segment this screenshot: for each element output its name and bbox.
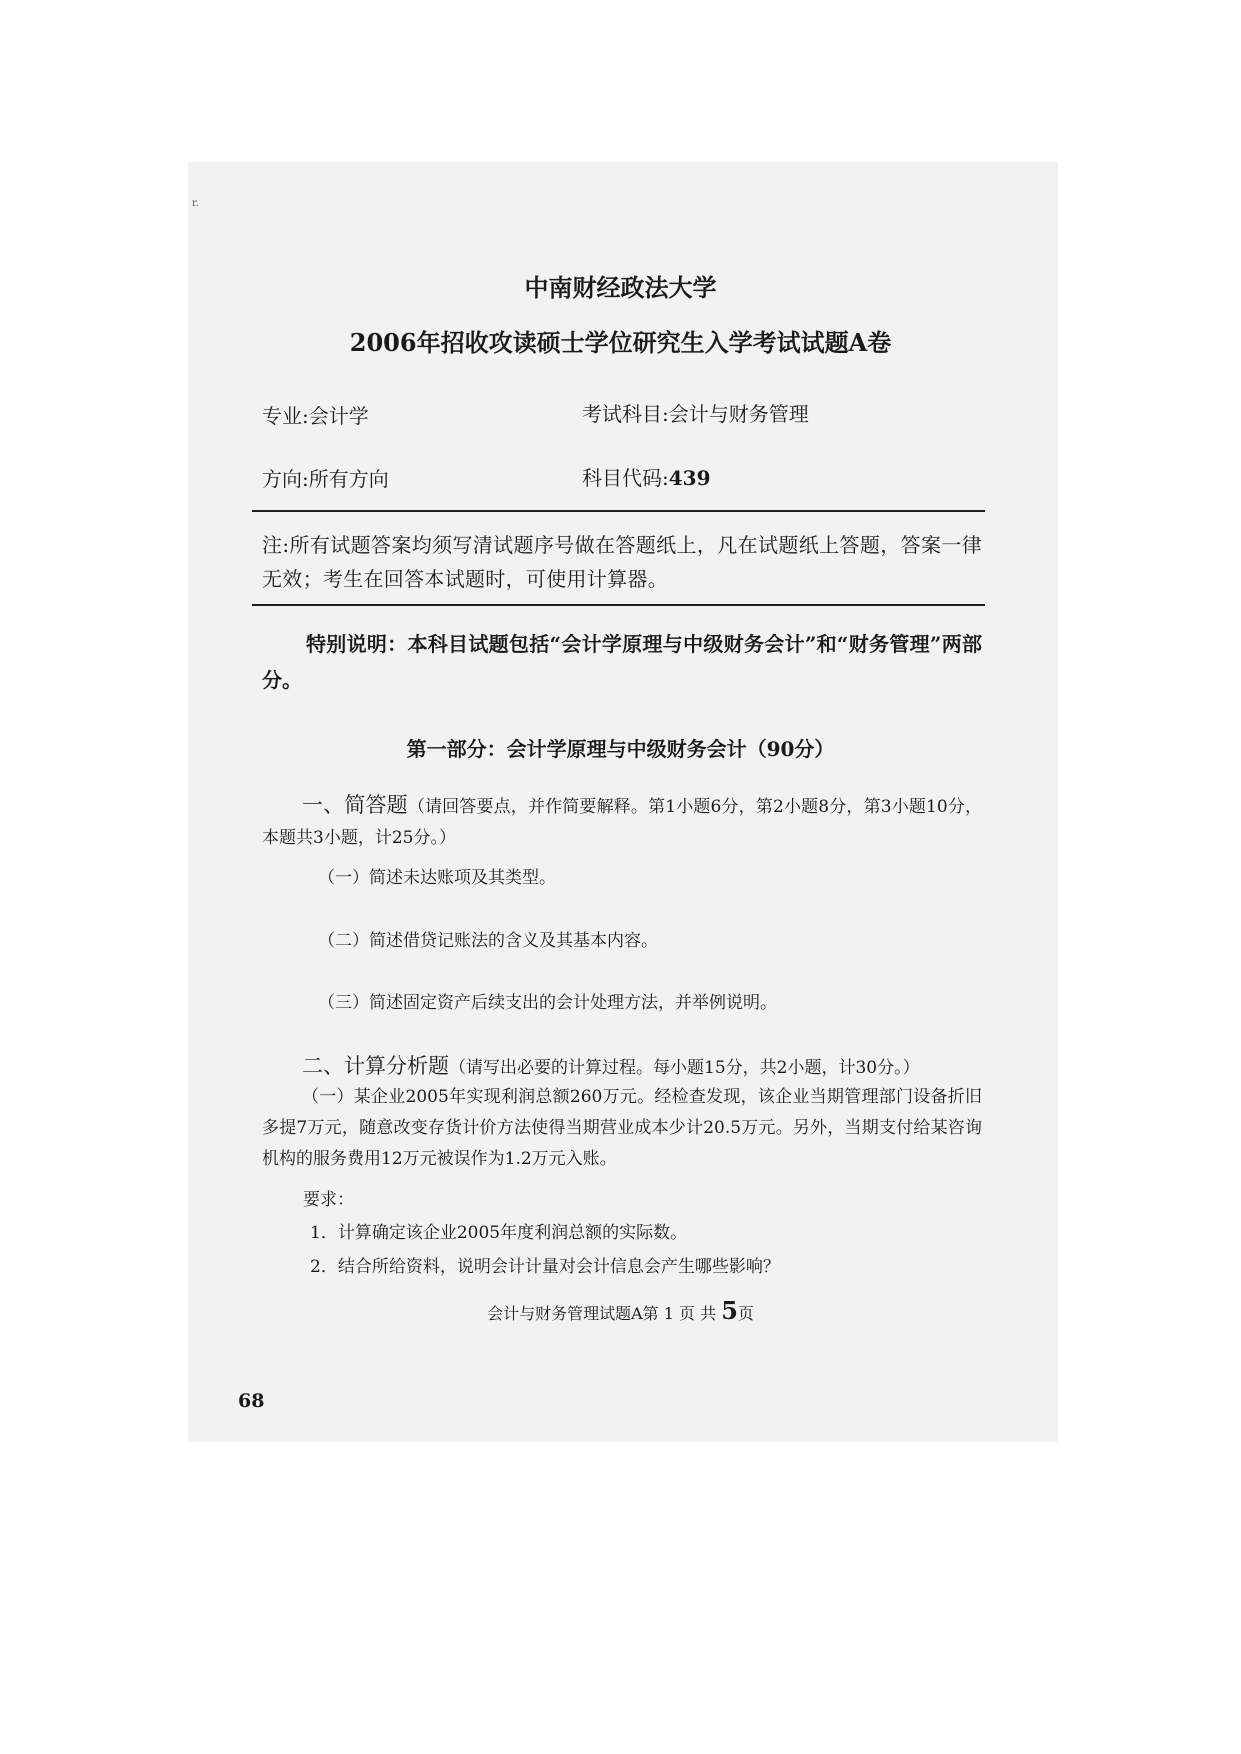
section2-header [262, 1051, 982, 1084]
question-1-3: （三）简述固定资产后续支出的会计处理方法，并举例说明。 [318, 993, 777, 1013]
footer-suffix: 页 [737, 1304, 754, 1323]
subject-value: 会计与财务管理 [668, 402, 809, 426]
subject-field [582, 398, 809, 427]
bottom-divider [252, 604, 985, 606]
requirement-2: 2．结合所给资料，说明会计计量对会计信息会产生哪些影响？ [310, 1257, 780, 1277]
section2-instruction: （请写出必要的计算过程。每小题15分，共2小题，计30分。） [449, 1058, 920, 1078]
top-divider [252, 510, 985, 512]
question-1-1: （一）简述未达账项及其类型。 [318, 868, 556, 888]
section1-header [262, 790, 982, 854]
question-1-2: （二）简述借贷记账法的含义及其基本内容。 [318, 931, 658, 951]
subject-code-field [582, 462, 711, 491]
requirements-label: 要求： [303, 1190, 354, 1210]
direction-label: 方向: [262, 467, 309, 491]
page-footer [0, 1296, 1241, 1325]
major-label: 专业: [262, 404, 309, 428]
major-field [262, 400, 369, 429]
subject-label: 考试科目: [582, 402, 669, 426]
code-value: 439 [668, 466, 711, 490]
instructions-note: 注:所有试题答案均须写清试题序号做在答题纸上，凡在试题纸上答题，答案一律无效；考生在回答本试题时，可使用计算器。 [262, 533, 982, 591]
direction-field [262, 463, 389, 492]
exam-title: 2006年招收攻读硕士学位研究生入学考试试题A卷 [349, 328, 892, 357]
question-2-1: （一）某企业2005年实现利润总额260万元。经检查发现，该企业当期管理部门设备折旧多提7万元，随意改变存货计价方法使得当期营业成本少计20.5万元。另外，当期支付给某咨询机构的服务费用12万元被误作为1.2万元入账。 [262, 1087, 982, 1169]
code-label: 科目代码: [582, 466, 669, 490]
major-value: 会计学 [308, 404, 369, 428]
requirement-1: 1．计算确定该企业2005年度利润总额的实际数。 [310, 1223, 688, 1243]
part1-title: 第一部分：会计学原理与中级财务会计（90分） [406, 737, 835, 761]
section1-heading: 一、简答题 [302, 793, 408, 817]
special-note: 特别说明：本科目试题包括“会计学原理与中级财务会计”和“财务管理”两部分。 [262, 632, 982, 692]
footer-total-pages: 5 [721, 1296, 738, 1325]
section2-heading: 二、计算分析题 [302, 1054, 449, 1078]
scan-speck: r. [192, 198, 199, 209]
section1-instruction: （请回答要点，并作简要解释。第1小题6分，第2小题8分，第3小题10分，本题共3小题，计25分。） [262, 797, 982, 848]
page-number: 68 [238, 1390, 265, 1412]
footer-text: 会计与财务管理试题A第 1 页 共 [487, 1304, 717, 1323]
university-title: 中南财经政法大学 [524, 273, 717, 302]
direction-value: 所有方向 [308, 467, 389, 491]
